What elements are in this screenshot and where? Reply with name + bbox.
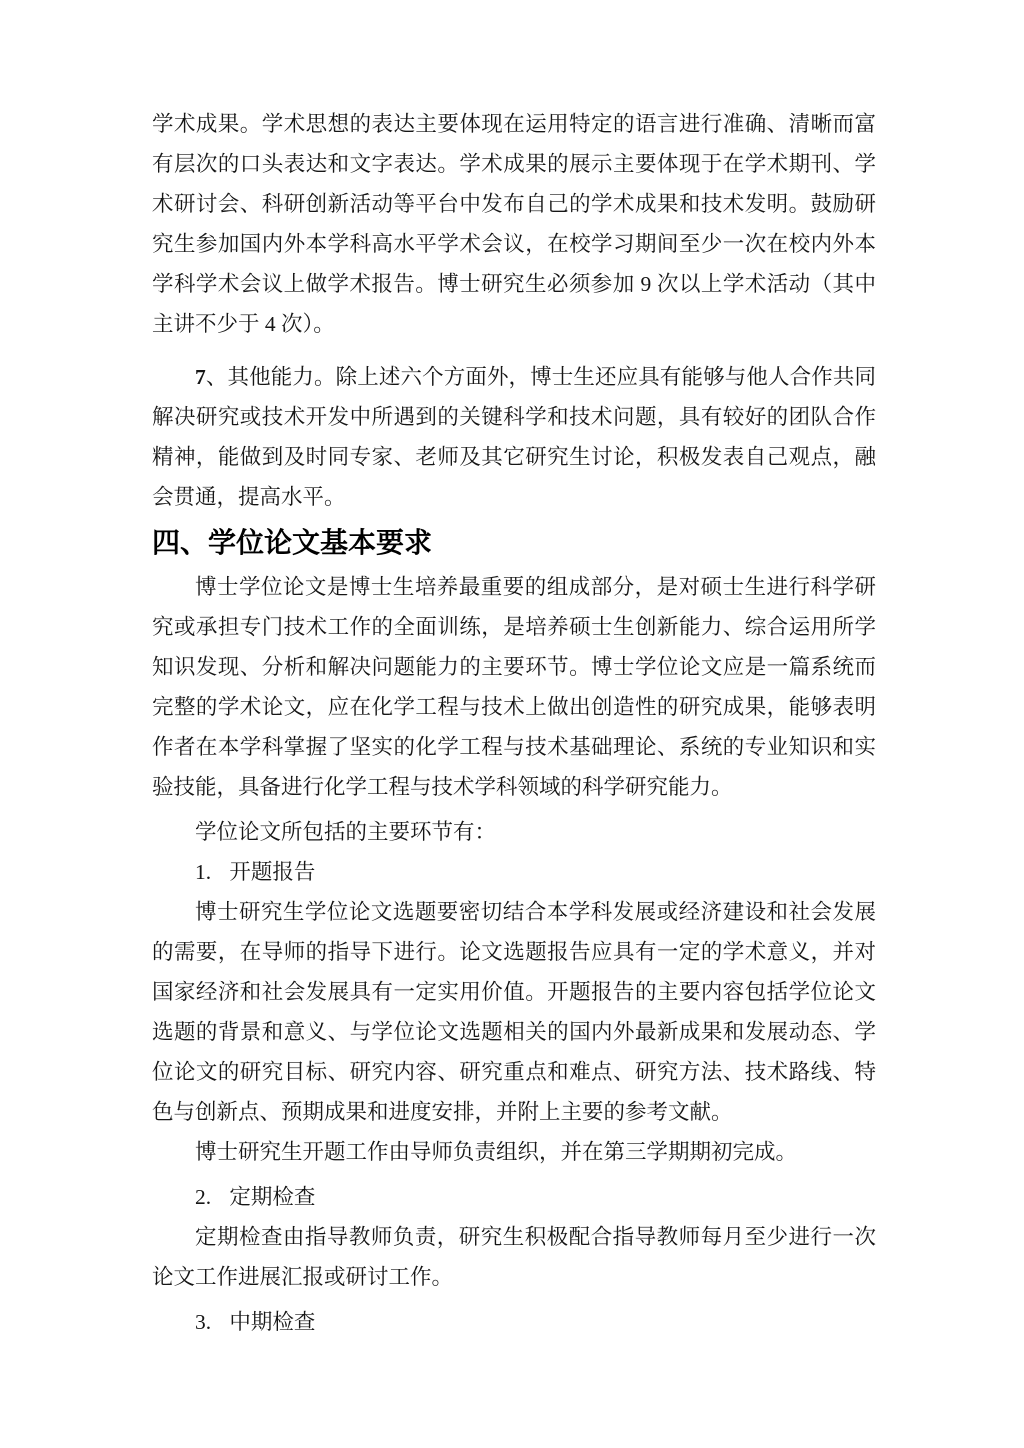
paragraph-thesis-overview: 博士学位论文是博士生培养最重要的组成部分，是对硕士生进行科学研究或承担专门技术工作的全面训练，是培养硕士生创新能力、综合运用所学知识发现、分析和解决问题能力的主要环节。博士学位论文应是一篇系统而完整的学术论文，应在化学工程与技术上做出创造性的研究成果，能够表明作者在本学科掌握了坚实的化学工程与技术基础理论、系统的专业知识和实验技能，具备进行化学工程与技术学科领域的科学研究能力。 [152, 575, 876, 799]
paragraph-proposal-completion: 博士研究生开题工作由导师负责组织，并在第三学期期初完成。 [195, 1140, 798, 1164]
list-item-periodic-check [152, 1177, 876, 1217]
list-item-proposal-report [152, 852, 876, 892]
paragraph-main-links-intro: 学位论文所包括的主要环节有： [195, 820, 497, 844]
list-item-number: 3. [195, 1310, 212, 1334]
paragraph-other-abilities-text: 、其他能力。除上述六个方面外，博士生还应具有能够与他人合作共同解决研究或技术开发中所遇到的关键科学和技术问题，具有较好的团队合作精神，能做到及时同专家、老师及其它研究生讨论，积极发表自己观点，融会贯通，提高水平。 [152, 365, 876, 509]
paragraph-academic-results-continuation: 学术成果。学术思想的表达主要体现在运用特定的语言进行准确、清晰而富有层次的口头表达和文字表达。学术成果的展示主要体现于在学术期刊、学术研讨会、科研创新活动等平台中发布自己的学术成果和技术发明。鼓励研究生参加国内外本学科高水平学术会议，在校学习期间至少一次在校内外本学科学术会议上做学术报告。博士研究生必须参加 9 次以上学术活动（其中主讲不少于 4 次）。 [152, 112, 876, 336]
paragraph-periodic-check-body: 定期检查由指导教师负责，研究生积极配合指导教师每月至少进行一次论文工作进展汇报或研讨工作。 [152, 1225, 876, 1289]
section-heading-dissertation-requirements: 四、学位论文基本要求 [152, 527, 433, 558]
list-item-label: 中期检查 [229, 1310, 316, 1334]
paragraph-number: 7 [195, 365, 206, 389]
list-item-label: 定期检查 [229, 1185, 316, 1209]
list-item-number: 2. [195, 1185, 212, 1209]
paragraph-proposal-body: 博士研究生学位论文选题要密切结合本学科发展或经济建设和社会发展的需要，在导师的指导下进行。论文选题报告应具有一定的学术意义，并对国家经济和社会发展具有一定实用价值。开题报告的主要内容包括学位论文选题的背景和意义、与学位论文选题相关的国内外最新成果和发展动态、学位论文的研究目标、研究内容、研究重点和难点、研究方法、技术路线、特色与创新点、预期成果和进度安排，并附上主要的参考文献。 [152, 900, 876, 1124]
list-item-midterm-check [152, 1302, 876, 1342]
list-item-label: 开题报告 [229, 860, 316, 884]
list-item-number: 1. [195, 860, 212, 884]
paragraph-other-abilities [152, 357, 876, 517]
